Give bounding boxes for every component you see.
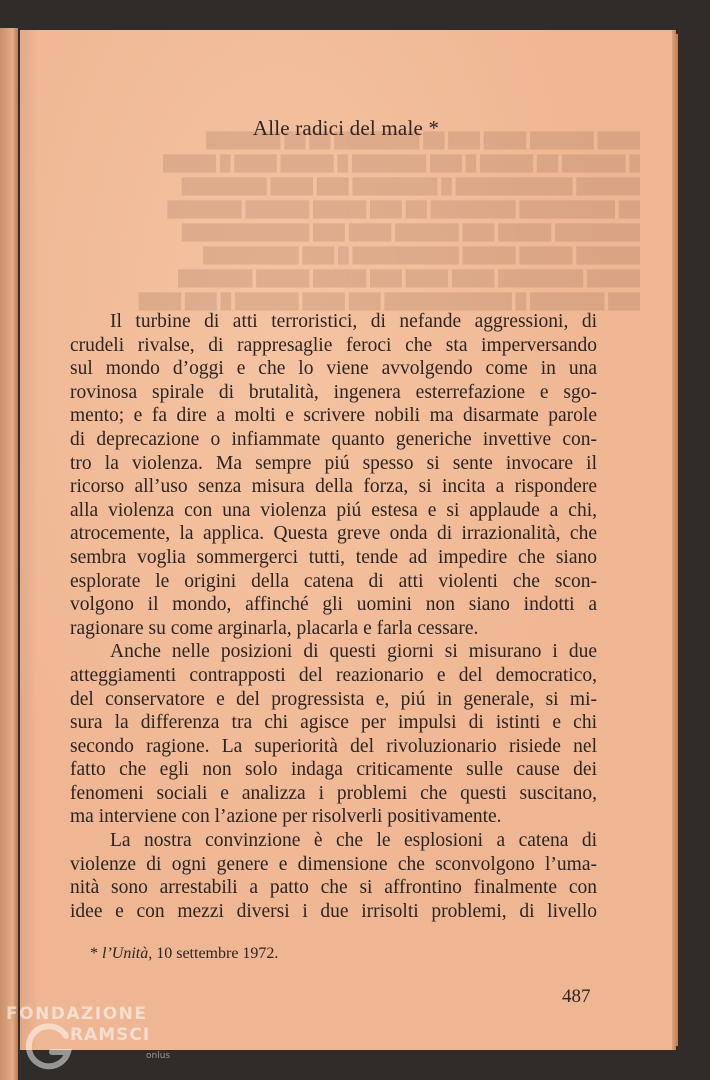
paragraph-1: [70, 310, 597, 640]
text-line: ricorso all’uso senza misura della forza, si incita a rispondere: [70, 476, 597, 498]
text-line: idee e con mezzi diversi i due irrisolti problemi, di livello: [70, 900, 597, 922]
text-line: Anche nelle posizioni di questi giorni si misurano i due: [110, 641, 597, 663]
text-line: del conservatore e del progressista e, piú in generale, si mi-: [70, 688, 597, 710]
previous-page-edge: [0, 28, 18, 1080]
text-line: sura la differenza tra chi agisce per impulsi di istinti e chi: [70, 712, 597, 734]
text-line: atrocemente, la applica. Questa greve onda di irrazionalità, che: [70, 523, 597, 545]
text-line: mento; e fa dire a molti e scrivere nobili ma disarmate parole: [70, 405, 597, 427]
text-line: volgono il mondo, affinché gli uomini non siano indotti a: [70, 594, 597, 616]
page-title: Alle radici del male *: [252, 116, 440, 140]
text-line: tro la violenza. Ma sempre piú spesso si sente invocare il: [70, 452, 597, 474]
text-line: crudeli rivalse, di rappresaglie feroci che sta imperversando: [70, 334, 597, 356]
page-stack-edge: [672, 34, 678, 1046]
text-line: Il turbine di atti terroristici, di nefande aggressioni, di: [110, 311, 597, 332]
text-line: ma interviene con l’azione per risolverli positivamente.: [70, 806, 502, 828]
paragraph-3: [70, 829, 597, 923]
text-line: sul mondo d’oggi e che lo viene avvolgendo come in una: [70, 358, 597, 380]
text-line: La nostra convinzione è che le esplosioni a catena di: [110, 830, 597, 852]
watermark-line1: FONDAZIONE: [6, 1004, 148, 1024]
text-line: atteggiamenti contrapposti del reazionario e del democratico,: [70, 664, 597, 686]
text-line: esplorate le origini della catena di atti violenti che scon-: [70, 570, 597, 592]
page-number: 487: [562, 986, 591, 1007]
text-line: secondo ragione. La superiorità del rivoluzionario risiede nel: [70, 735, 597, 757]
paragraph-2: [70, 640, 597, 829]
bleed-through-text: ████ ██████ ████ ███ ██ ████████ ██ ██ ███████ █ ██████ ██ █████ █ ███ ███████ █ █████ ████ █ █████ ██████ ███████████ █ ████████ ███ ████ ████████ ██ █████████ ████████ ██ ███ █████ ██████ ███████ ████████ █████ ███ ██████ ████ ███ ████████████ ██████ █████ █████ ██████████ █ ███ █████████ █████ ████████ ████ ████ ███ █████ █████ ███████ ███ ███████ █ ████████████ ███ ████ ██████ █ ███ ████: [138, 133, 640, 310]
text-line: fenomeni sociali e analizza i problemi che questi suscitano,: [70, 782, 597, 804]
text-line: nità sono arrestabili a patto che si affrontino finalmente con: [70, 877, 597, 899]
text-line: alla violenza con una violenza piú estesa e si applaude a chi,: [70, 499, 597, 521]
watermark-line2: RAMSCI: [70, 1025, 151, 1045]
text-line: ragionare su come arginarla, placarla e farla cessare.: [70, 617, 479, 639]
text-line: sembra voglia sommergerci tutti, tende ad impedire che siano: [70, 546, 597, 568]
footnote: [90, 945, 278, 963]
text-line: rovinosa spirale di brutalità, ingenera esterrefazione e sgo-: [70, 381, 597, 403]
page: [20, 30, 672, 1050]
watermark-suffix: onlus: [146, 1051, 171, 1061]
footnote-publication: l’Unità,: [102, 945, 153, 962]
text-line: di deprecazione o infiammate quanto generiche invettive con-: [70, 428, 597, 450]
footnote-date: 10 settembre 1972.: [156, 945, 279, 962]
text-line: fatto che egli non solo indaga criticamente sulle cause dei: [70, 759, 597, 781]
footnote-marker: *: [90, 945, 98, 962]
text-line: violenze di ogni genere e dimensione che sconvolgono l’uma-: [70, 853, 597, 875]
body-text: [70, 310, 597, 923]
